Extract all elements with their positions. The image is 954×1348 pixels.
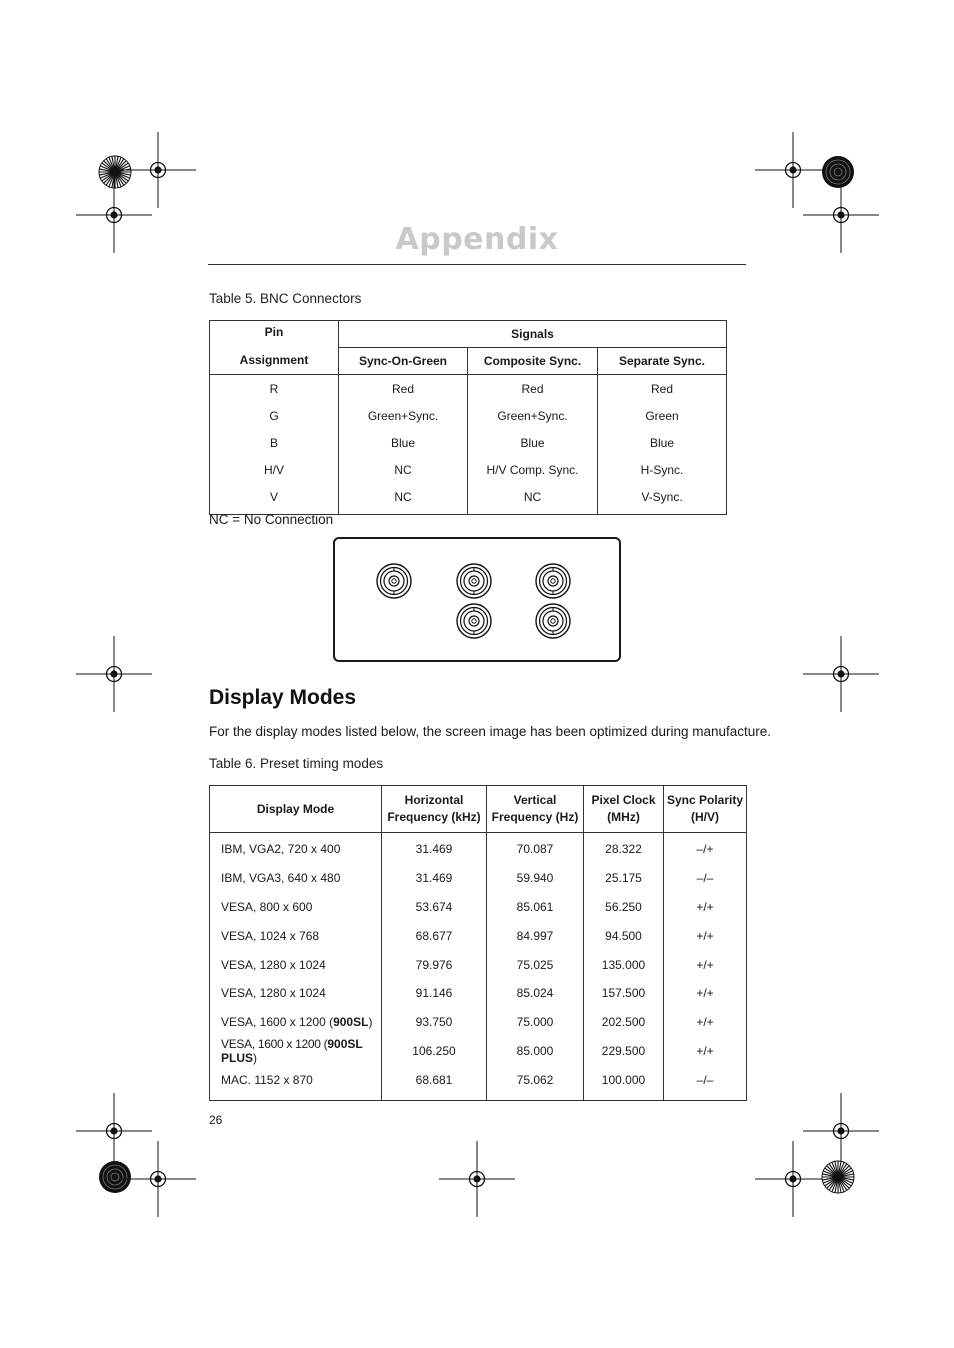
section-heading: Display Modes xyxy=(209,686,357,709)
column-header xyxy=(487,786,584,833)
polarity-cell: +/+ xyxy=(664,1037,747,1066)
mode-cell: VESA, 1280 x 1024 xyxy=(221,986,326,1001)
vfreq-cell: 75.062 xyxy=(487,1065,584,1100)
table-header-row xyxy=(210,786,747,833)
vfreq-cell: 85.024 xyxy=(487,979,584,1008)
mode-text: VESA, 1600 x 1200 ( xyxy=(221,1015,334,1030)
pclk-cell: 157.500 xyxy=(584,979,664,1008)
pin-header-top: Pin xyxy=(264,325,284,339)
pclk-cell: 202.500 xyxy=(584,1008,664,1037)
table-row xyxy=(210,1065,747,1100)
table-cell: H/V Comp. Sync. xyxy=(468,456,598,483)
header-line: Vertical xyxy=(513,793,557,807)
header-line: Frequency (Hz) xyxy=(491,810,579,824)
column-header: Composite Sync. xyxy=(468,348,598,375)
bnc-connectors-table xyxy=(209,320,727,515)
table-cell: NC xyxy=(339,483,468,515)
mode-text: ) xyxy=(253,1050,257,1065)
table-cell: Blue xyxy=(468,429,598,456)
bnc-connector-icon xyxy=(536,564,570,598)
table-cell: V-Sync. xyxy=(598,483,727,515)
table-row xyxy=(210,864,747,893)
table-cell: Red xyxy=(598,375,727,403)
vfreq-cell: 59.940 xyxy=(487,864,584,893)
polarity-cell: –/– xyxy=(664,864,747,893)
column-header: Display Mode xyxy=(210,786,382,833)
mode-text: ) xyxy=(368,1015,373,1030)
bnc-connector-icon xyxy=(457,564,491,598)
vfreq-cell: 75.000 xyxy=(487,1008,584,1037)
hfreq-cell: 106.250 xyxy=(382,1037,487,1066)
header-line: Frequency (kHz) xyxy=(387,810,481,824)
bnc-connector-icon xyxy=(457,604,491,638)
hfreq-cell: 31.469 xyxy=(382,833,487,864)
polarity-cell: +/+ xyxy=(664,950,747,979)
mode-cell: IBM, VGA2, 720 x 400 xyxy=(221,842,341,857)
pclk-cell: 28.322 xyxy=(584,833,664,864)
table-cell: H-Sync. xyxy=(598,456,727,483)
vfreq-cell: 70.087 xyxy=(487,833,584,864)
pin-header-bottom: Assignment xyxy=(239,353,309,367)
hfreq-cell: 53.674 xyxy=(382,893,487,922)
column-header xyxy=(584,786,664,833)
vfreq-cell: 75.025 xyxy=(487,950,584,979)
table-cell: NC xyxy=(468,483,598,515)
table-cell: Green+Sync. xyxy=(339,402,468,429)
mode-cell xyxy=(210,1037,382,1066)
table-row xyxy=(210,1008,747,1037)
section-intro: For the display modes listed below, the screen image has been optimized during manufacture. xyxy=(209,724,772,739)
mode-text: VESA, 1600 x 1200 ( xyxy=(221,1036,328,1051)
header-line: Pixel Clock xyxy=(591,793,656,807)
pclk-cell: 56.250 xyxy=(584,893,664,922)
mode-cell: VESA, 1024 x 768 xyxy=(221,928,320,943)
model-name: 900SL PLUS xyxy=(221,1036,363,1065)
table-row xyxy=(210,893,747,922)
hfreq-cell: 91.146 xyxy=(382,979,487,1008)
hfreq-cell: 31.469 xyxy=(382,864,487,893)
table-cell: Red xyxy=(339,375,468,403)
pclk-cell: 135.000 xyxy=(584,950,664,979)
page-number: 26 xyxy=(209,1113,223,1127)
table-row xyxy=(210,483,727,515)
vfreq-cell: 84.997 xyxy=(487,921,584,950)
column-header: Separate Sync. xyxy=(598,348,727,375)
polarity-cell: +/+ xyxy=(664,921,747,950)
table-cell: R xyxy=(210,375,339,403)
table5-caption: Table 5. BNC Connectors xyxy=(209,291,362,306)
mode-cell: MAC. 1152 x 870 xyxy=(221,1072,313,1087)
table-row xyxy=(210,402,727,429)
pclk-cell: 25.175 xyxy=(584,864,664,893)
bnc-connector-panel-illustration xyxy=(333,537,621,662)
table-cell: Blue xyxy=(598,429,727,456)
table-row xyxy=(210,833,747,864)
header-line: (MHz) xyxy=(607,810,640,824)
table-cell: B xyxy=(269,435,278,450)
table-row xyxy=(210,979,747,1008)
bnc-connectors-drawing xyxy=(335,539,619,660)
table-cell: H/V xyxy=(263,462,284,477)
column-header: Sync-On-Green xyxy=(339,348,468,375)
table-row xyxy=(210,921,747,950)
table-row xyxy=(210,429,727,456)
table6-caption: Table 6. Preset timing modes xyxy=(209,756,384,771)
mode-cell: IBM, VGA3, 640 x 480 xyxy=(221,871,341,886)
table-cell: Red xyxy=(468,375,598,403)
table-cell: NC xyxy=(339,456,468,483)
page-header-title: Appendix xyxy=(395,222,559,257)
table-row xyxy=(210,950,747,979)
nc-note: NC = No Connection xyxy=(209,512,334,527)
pin-assignment-header xyxy=(210,321,339,375)
header-line: (H/V) xyxy=(691,810,719,824)
vfreq-cell: 85.000 xyxy=(487,1037,584,1066)
header-line: Sync Polarity xyxy=(666,793,744,807)
table-row xyxy=(210,1037,747,1066)
hfreq-cell: 93.750 xyxy=(382,1008,487,1037)
polarity-cell: –/– xyxy=(664,1065,747,1100)
signals-header: Signals xyxy=(339,321,727,348)
hfreq-cell: 68.681 xyxy=(382,1065,487,1100)
hfreq-cell: 79.976 xyxy=(382,950,487,979)
column-header xyxy=(664,786,747,833)
table-cell: Blue xyxy=(339,429,468,456)
polarity-cell: +/+ xyxy=(664,1008,747,1037)
header-line: Horizontal xyxy=(404,793,464,807)
header-rule xyxy=(208,264,746,265)
pclk-cell: 100.000 xyxy=(584,1065,664,1100)
hfreq-cell: 68.677 xyxy=(382,921,487,950)
model-name: 900SL xyxy=(333,1015,369,1030)
mode-cell xyxy=(210,1008,382,1037)
preset-timing-table xyxy=(209,785,747,1101)
polarity-cell: +/+ xyxy=(664,979,747,1008)
mode-cell: VESA, 800 x 600 xyxy=(221,899,313,914)
table-cell: Green+Sync. xyxy=(468,402,598,429)
vfreq-cell: 85.061 xyxy=(487,893,584,922)
bnc-connector-icon xyxy=(377,564,411,598)
bnc-connector-icon xyxy=(536,604,570,638)
table-row xyxy=(210,456,727,483)
table-cell: V xyxy=(269,489,278,504)
table-row xyxy=(210,375,727,403)
table-cell: Green xyxy=(598,402,727,429)
polarity-cell: +/+ xyxy=(664,893,747,922)
mode-cell: VESA, 1280 x 1024 xyxy=(221,957,326,972)
pclk-cell: 229.500 xyxy=(584,1037,664,1066)
polarity-cell: –/+ xyxy=(664,833,747,864)
table-cell: G xyxy=(269,408,279,423)
column-header xyxy=(382,786,487,833)
pclk-cell: 94.500 xyxy=(584,921,664,950)
